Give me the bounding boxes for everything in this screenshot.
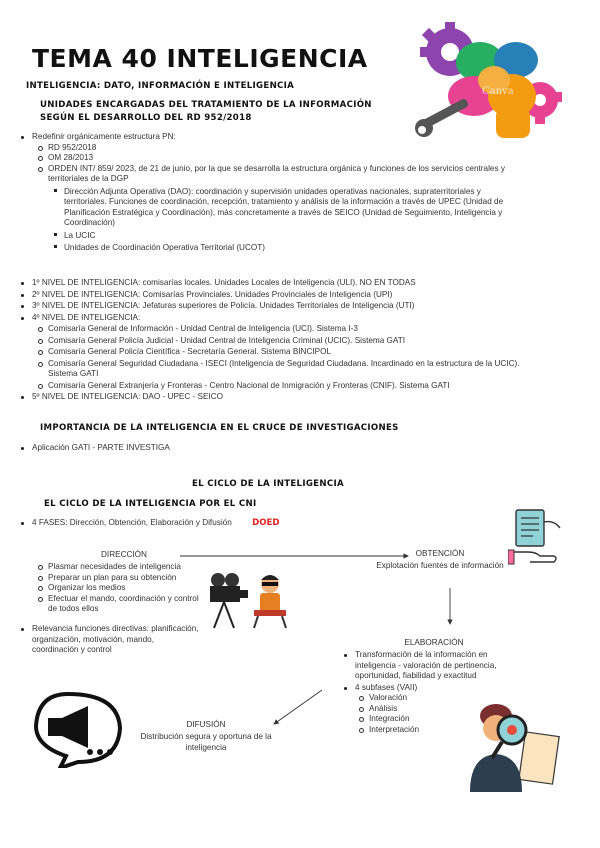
level-4-items [48, 324, 520, 391]
megaphone-icon [28, 690, 126, 768]
list-item: Comisaría General de Información - Unidad Central de Inteligencia (UCI). Sistema I-3 [48, 324, 520, 335]
director-person-icon [254, 575, 286, 628]
list-item: Comisaría General Policía Judicial - Unidad Central de Inteligencia Criminal (UCIC). Sistema GATI [48, 336, 520, 347]
film-camera-icon [210, 573, 248, 628]
list-item [32, 518, 280, 529]
difusion-title: DIFUSIÓN [186, 720, 226, 729]
list-item: Comisaría General Extranjería y Fronteras - Centro Nacional de Inmigración y Fronteras (CNIF). Sistema GATI [48, 381, 520, 392]
section-heading-dato: INTELIGENCIA: DATO, INFORMACIÓN E INTELIGENCIA [26, 81, 295, 91]
section-heading-unidades: UNIDADES ENCARGADAS DEL TRATAMIENTO DE LA INFORMACIÓN [40, 100, 372, 110]
level-4-label: 4º NIVEL DE INTELIGENCIA: [32, 312, 141, 322]
paper-icon [519, 732, 559, 784]
importance-list [32, 443, 170, 454]
elaboracion-title: ELABORACIÓN [404, 638, 464, 647]
org-structure-list [32, 132, 520, 254]
director-illustration [206, 570, 292, 630]
section-heading-importancia: IMPORTANCIA DE LA INTELIGENCIA EN EL CRUCE DE INVESTIGACIONES [40, 423, 399, 433]
org-intro: Redefinir orgánicamente estructura PN: [32, 132, 176, 141]
brain-gears-illustration [412, 22, 562, 147]
list-item [48, 164, 520, 254]
list-item: OM 28/2013 [48, 153, 520, 164]
list-item: Comisaría General Policía Científica - Secretaría General. Sistema BINCIPOL [48, 347, 520, 358]
list-item: Transformación de la información en inteligencia - valoración de pertinencia, oportunidad, fiabilidad y exactitud [355, 650, 527, 682]
list-item: Dirección Adjunta Operativa (DAO): coordinación y supervisión unidades operativas nacionales, supraterritoriales y territoriales. Funciones de coordinación, recepción, tratamiento y análisis de la información a través de UPEC (Unidad de Planificación Estratégica y Coordinación), más concretamente a través de SEICO (Unidad de Seguimiento, Inteligencia y Coordinación) [64, 185, 520, 229]
list-item: Análisis [369, 704, 527, 715]
list-item: La UCIC [64, 229, 520, 242]
phases-text: 4 FASES: Dirección, Obtención, Elaboración y Difusión [32, 518, 232, 527]
analyst-illustration [466, 700, 562, 792]
list-item: Valoración [369, 693, 527, 704]
obtencion-title: OBTENCIÓN [415, 549, 465, 558]
subfases-label: 4 subfases (VAII) [355, 682, 418, 692]
direccion-list [48, 562, 208, 615]
page-title: TEMA 40 INTELIGENCIA [32, 44, 368, 73]
acronym-badge: DOED [252, 518, 280, 528]
document-hand-icon [508, 508, 564, 568]
list-item: Relevancia funciones directivas: planificación, organización, motivación, mando, coordinación y control [32, 624, 199, 654]
difusion-text: Distribución segura y oportuna de la inteligencia [140, 732, 272, 752]
list-item: Organizar los medios [48, 583, 208, 594]
list-item: Unidades de Coordinación Operativa Territorial (UCOT) [64, 241, 520, 254]
list-item: Interpretación [369, 725, 527, 736]
list-item: Efectuar el mando, coordinación y control de todos ellos [48, 594, 208, 615]
intelligence-levels-list [32, 278, 520, 403]
arrow-elaboracion-difusion [274, 690, 322, 724]
obtencion-text: Explotación fuentes de información [376, 561, 504, 570]
list-item: Plasmar necesidades de inteligencia [48, 562, 208, 573]
phases-list [32, 518, 280, 529]
list-item [32, 313, 520, 392]
list-item [32, 132, 520, 254]
list-item: RD 952/2018 [48, 143, 520, 154]
section-heading-ciclo: EL CICLO DE LA INTELIGENCIA [192, 479, 344, 489]
list-item: 1º NIVEL DE INTELIGENCIA: comisarías locales. Unidades Locales de Inteligencia (ULI). NO EN TODAS [32, 278, 520, 289]
list-item: 2º NIVEL DE INTELIGENCIA: Comisarías Provinciales. Unidades Provinciales de Inteligencia (UPI) [32, 290, 520, 301]
relevancia-list [32, 624, 200, 656]
org-units [64, 185, 520, 254]
list-item: 3º NIVEL DE INTELIGENCIA: Jefaturas superiores de Policía. Unidades Territoriales de Inteligencia (UTI) [32, 301, 520, 312]
section-heading-unidades-2: SEGÚN EL DESARROLLO DEL RD 952/2018 [40, 113, 252, 123]
direccion-title: DIRECCIÓN [101, 550, 147, 559]
list-item: Aplicación GATI - PARTE INVESTIGA [32, 443, 170, 452]
list-item: Integración [369, 714, 527, 725]
watermark-text: Canva [482, 86, 514, 97]
orden-text: ORDEN INT/ 859/ 2023, de 21 de junio, por la que se desarrolla la estructura orgánica y funciones de los servicios centrales y territoriales de la DGP [48, 163, 505, 183]
org-refs [48, 143, 520, 254]
list-item: Preparar un plan para su obtención [48, 573, 208, 584]
section-heading-ciclo-cni: EL CICLO DE LA INTELIGENCIA POR EL CNI [44, 499, 257, 509]
list-item: 5º NIVEL DE INTELIGENCIA: DAO - UPEC - SEICO [32, 392, 520, 403]
list-item: Comisaría General Seguridad Ciudadana - ISECI (Inteligencia de Seguridad Ciudadana. Incardinado en la estructura de la UCIC). Sistema GATI [48, 358, 520, 378]
